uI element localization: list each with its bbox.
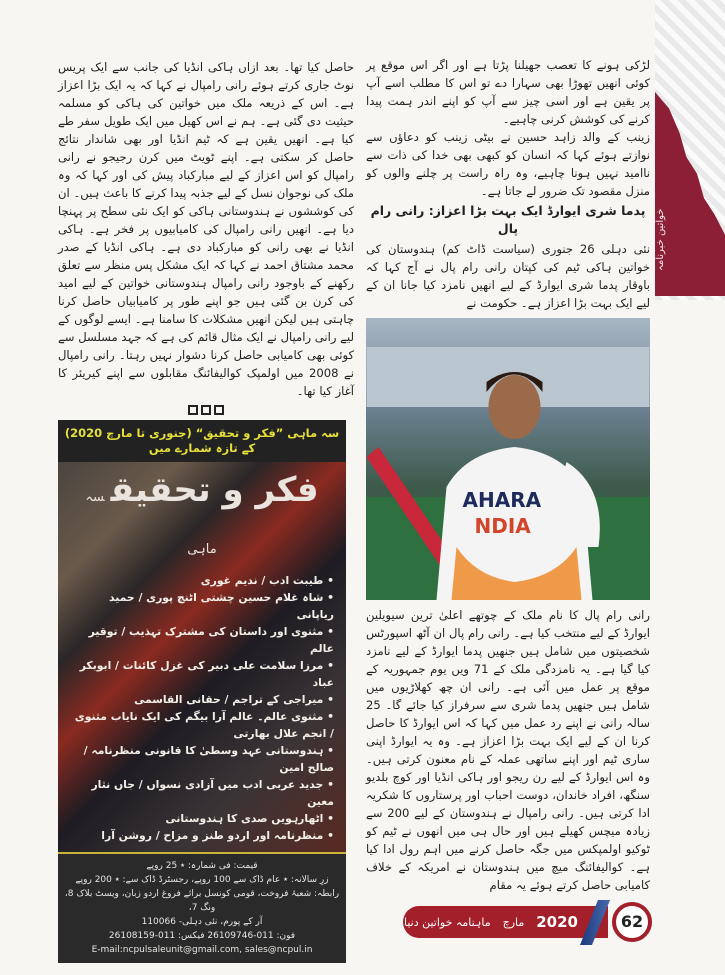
price: قیمت: فی شمارہ: ٭ 25 روپے bbox=[146, 861, 258, 871]
ad-background-art bbox=[58, 462, 346, 852]
list-item: • جدید عربی ادب میں آزادی نسواں / جاں نثار معین bbox=[70, 776, 334, 810]
section-tab-label: خواتین خبرنامہ bbox=[655, 208, 666, 272]
logo-sub: سہ ماہی bbox=[85, 490, 217, 557]
list-item: • ہندوستانی عہد وسطیٰ کا قانونی منظرنامہ / صالح امین bbox=[70, 742, 334, 776]
ad-banner: سہ ماہی ”فکر و تحقیق“ (جنوری تا مارچ 2020) کے تازہ شمارے میں bbox=[58, 420, 346, 462]
phone: فون: 011-26109746 فیکس: 011-26108159 bbox=[108, 931, 296, 941]
list-item: • منظرنامہ اور اردو طنز و مزاح / روشن آرا bbox=[70, 827, 334, 844]
paragraph: حاصل کیا تھا۔ بعد ازاں ہاکی انڈیا کی جانب سے ایک پریس نوٹ جاری کرتے ہوئے رانی رامپال نے کہا کہ یہ ایک بڑا اعزاز ہے۔ اس کے ذریعہ ملک میں خواتین کی ہاکی کو مسلمہ حیثیت دی گئی ہے۔ ہم نے اس کھیل میں ایک طویل سفر طے کیا ہے۔ انھیں یقین ہے کہ ٹیم انڈیا اور بھی شاندار نتائج حاصل کر سکتی ہے۔ اپنے ٹویٹ میں کرن رجیجو نے رانی رامپال کو اس اعزاز کے لیے مبارکباد پیش کی اور کہا کہ وہ ملک کی نوجوان نسل کے لیے جذبہ پیدا کرنے کا باعث ہیں۔ ان کی کوششوں نے ہندوستانی ہاکی کو ایک نئی سطح پر پہنچا دیا ہے۔ انھیں رانی رامپال کی کامیابیوں پر فخر ہے۔ ہاکی انڈیا نے بھی رانی کو مبارکباد دی ہے۔ ہاکی انڈیا کے صدر محمد مشتاق احمد نے کہا کہ ایک مشکل پس منظر سے تعلق رکھنے کے باوجود رانی رامپال ہندوستانی خواتین کے لیے امید کی کرن بن گئی ہیں جو اپنے طور پر کامیابیاں حاصل کرنا چاہتی ہیں لیکن انھیں مشکلات کا سامنا ہے۔ ایسے لوگوں کے لیے رانی رامپال نے ایک مثال قائم کی ہے کہ جہد مسلسل سے کوئی بھی کامیابی حاصل کرنا دشوار نہیں رہتا۔ رانی رامپال نے 2008 میں اولمپک کوالیفائنگ مقابلوں سے اپنے کیریئر کا آغاز کیا تھا۔ bbox=[58, 60, 354, 398]
email: E-mail:ncpulsaleunit@gmail.com, sales@ncpul.in bbox=[91, 945, 313, 955]
right-column-top bbox=[366, 56, 650, 312]
footer-bar bbox=[403, 906, 608, 938]
right-column-bottom bbox=[366, 606, 650, 894]
list-item: • طیبت ادب / ندیم غوری bbox=[70, 572, 334, 589]
list-item: • مرزا سلامت علی دبیر کی غزل کائنات / ابوبکر عباد bbox=[70, 657, 334, 691]
address: آر کے پورم، نئی دہلی- 110066 bbox=[141, 917, 263, 927]
left-column bbox=[58, 58, 354, 400]
page-footer bbox=[395, 900, 655, 945]
advertisement-fikr-o-tahqeeq bbox=[58, 420, 346, 963]
left-column-wrap bbox=[58, 58, 354, 968]
shirt-text-1: AHARA bbox=[462, 488, 542, 512]
hockey-player-photo bbox=[366, 318, 650, 600]
contact: رابطہ: شعبۂ فروخت، قومی کونسل برائے فروغ اردو زبان، ویسٹ بلاک 8، ونگ 7، bbox=[64, 889, 340, 913]
list-item: • مثنوی عالم۔ عالم آرا بیگم کی ایک نایاب مثنوی / انجم علال بھارتی bbox=[70, 708, 334, 742]
magazine-logo bbox=[70, 468, 334, 572]
logo-title: فکر و تحقیق bbox=[110, 470, 319, 510]
ad-contact-info bbox=[58, 852, 346, 963]
list-item: • میراجی کے تراجم / حقانی القاسمی bbox=[70, 691, 334, 708]
list-item: • مثنوی اور داستان کی مشترک تہذیب / توقیر عالم bbox=[70, 623, 334, 657]
page-number: 62 bbox=[612, 902, 652, 942]
news-heading: پدما شری ایوارڈ ایک بہت بڑا اعزاز: رانی رام پال bbox=[370, 203, 646, 236]
contents-list bbox=[70, 572, 334, 844]
paragraph: زینب کے والد زاہد حسین نے بیٹی زینب کو دعاؤں سے نوازتے ہوئے کہا کہ انسان کو کبھی بھی خدا کی ذات سے ناامید نہیں ہونا چاہیے، وہ راہ راست پر چلنے والوں کو منزل مقصود تک ضرور لے جاتا ہے۔ bbox=[366, 130, 650, 198]
issue-year: 2020 bbox=[536, 913, 578, 931]
paragraph: رانی رام پال کا نام ملک کے چوتھے اعلیٰ ترین سیویلین ایوارڈ کے لیے منتخب کیا ہے۔ رانی رام پال ان آٹھ اسپورٹس شخصیتوں میں شامل ہیں جنھیں پدما ایوارڈ کے لیے نامزد کیا گیا ہے۔ یہ نامزدگی ملک کے 71 ویں یوم جمہوریہ کے موقع پر عمل میں آئی ہے۔ رانی ان چھ کھلاڑیوں میں شامل ہیں جنھیں پدما شری سے سرفراز کیا جائے گا۔ 25 سالہ رانی نے اپنے رد عمل میں کہا کہ اس ایوارڈ کا حاصل کرنا ان کے لیے ایک بہت بڑا اعزاز ہے۔ وہ یہ ایوارڈ اپنی ساری ٹیم اور اپنے ساتھی عملہ کے نام معنون کرتی ہیں۔ وہ اس ایوارڈ کے لیے رن ریجو اور ہاکی انڈیا اور کوچ بلدیو سنگھ، افراد خاندان، دوست احباب اور پرستاروں کا شکریہ ادا کرتی ہیں۔ رانی رامپال نے ہندوستان کے لیے 200 سے زیادہ میچس کھیلے ہیں اور حال ہی میں انھوں نے ٹیم کو ٹوکیو اولمپکس میں جگہ حاصل کرنے میں اہم رول ادا کیا ہے۔ کوالیفائنگ میچ میں ہندوستان نے امریکہ کے خلاف کامیابی حاصل کرتے ہوئے یہ مقام bbox=[366, 608, 651, 892]
paragraph: نئی دہلی 26 جنوری (سیاست ڈاٹ کم) ہندوستان کی خواتین ہاکی ٹیم کی کپتان رانی رام پال نے آج کہا کہ باوقار پدما شری ایوارڈ کے لیے انھیں نامزد کیا جانا ان کے لیے ایک بہت بڑا اعزاز ہے۔ حکومت نے bbox=[366, 242, 650, 310]
shirt-text-2: NDIA bbox=[474, 514, 531, 538]
paragraph: لڑکی ہونے کا تعصب جھیلنا پڑتا ہے اور اگر اس موقع پر کوئی انھیں تھوڑا بھی سہارا دے تو اس کا مطلب اسے آپ پر یقین ہے اور اسی چیز سے آپ کو اپنے اندر ہمت پیدا کرنے کی کوشش کرنی چاہیے۔ bbox=[366, 58, 650, 126]
list-item: • اٹھارہویں صدی کا ہندوستانی bbox=[70, 810, 334, 827]
magazine-name: ماہنامہ خواتین دنیا bbox=[403, 915, 491, 929]
right-column bbox=[366, 56, 650, 894]
subscription: زرِ سالانہ: ٭ عام ڈاک سے 100 روپے، رجسٹرڈ ڈاک سے: ٭ 200 روپے bbox=[75, 875, 329, 885]
issue-month: مارچ bbox=[502, 915, 525, 929]
section-end-marker bbox=[58, 405, 354, 415]
list-item: • شاہ غلام حسین چشتی اٹنچ پوری / حمید ریاپانی bbox=[70, 589, 334, 623]
